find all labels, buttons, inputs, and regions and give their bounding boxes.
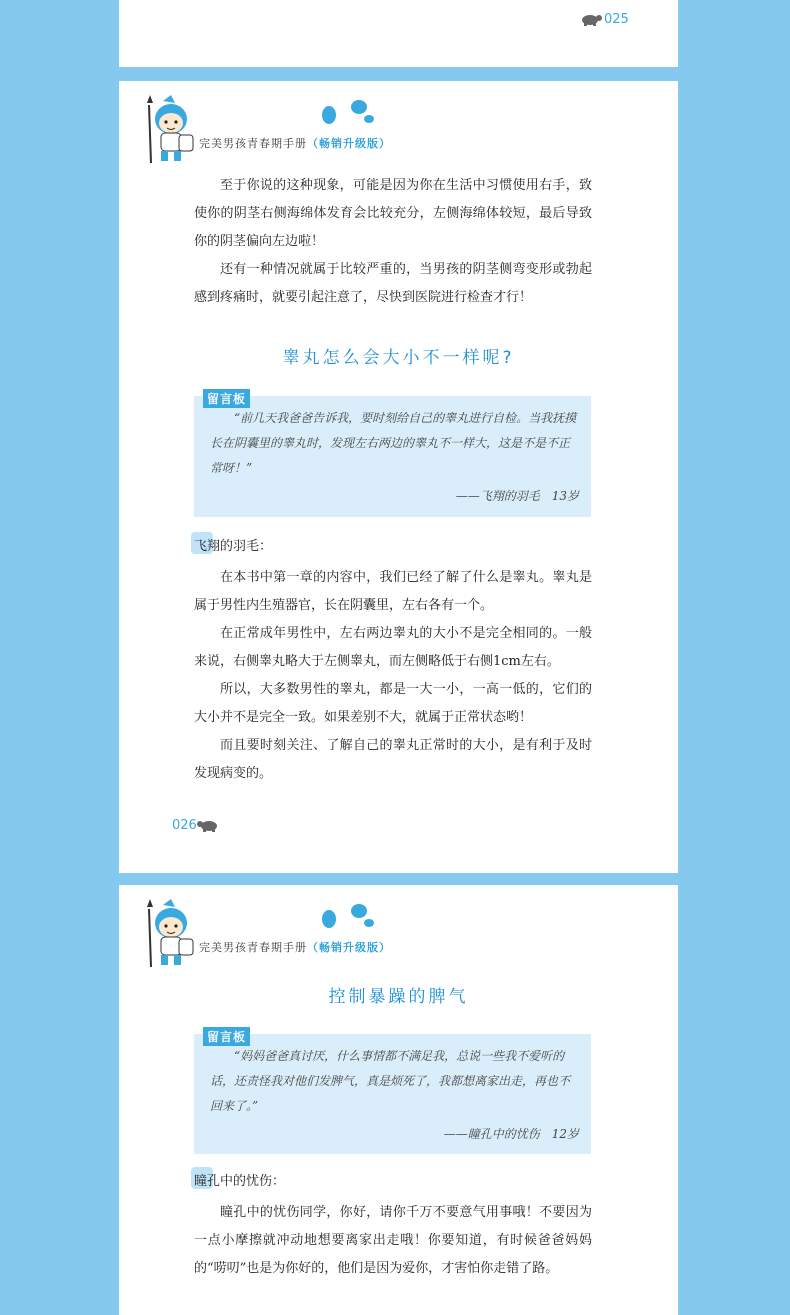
section-title: 控制暴躁的脾气 (328, 987, 469, 1007)
message-signature: ——瞳孔中的忧伤 12岁 (443, 1127, 579, 1141)
section-title: 睾丸怎么会大小不一样呢? (282, 348, 515, 368)
page-number: 026 (172, 818, 197, 833)
page-025 (119, 0, 678, 67)
mascot-icon (141, 899, 201, 969)
message-board-tag: 留言板 (203, 1027, 250, 1046)
paragraph: 在本书中第一章的内容中，我们已经了解了什么是睾丸。睾丸是属于男性内生殖器官，长在阴囊里，左右各有一个。 (194, 570, 592, 613)
page-026 (119, 81, 678, 873)
intro-text (194, 172, 592, 312)
turtle-icon (197, 818, 219, 832)
mascot-icon (141, 95, 201, 165)
reply-label: 飞翔的羽毛： (194, 535, 272, 554)
turtle-icon (580, 12, 602, 26)
book-title: 完美男孩青春期手册（畅销升级版） (199, 941, 391, 954)
message-board (194, 392, 591, 517)
paragraph: 所以，大多数男性的睾丸，都是一大一小，一高一低的，它们的大小并不是完全一致。如果差别不大，就属于正常状态哟！ (194, 682, 592, 725)
message-board (194, 1030, 591, 1154)
edition-label: （畅销升级版） (307, 941, 391, 954)
paragraph: 至于你说的这种现象，可能是因为你在生活中习惯使用右手，致使你的阴茎右侧海绵体发育会比较充分，左侧海绵体较短，最后导致你的阴茎偏向左边啦！ (194, 178, 592, 249)
page-027 (119, 885, 678, 1315)
paragraph: 在正常成年男性中，左右两边睾丸的大小不是完全相同的。一般来说，右侧睾丸略大于左侧睾丸，而左侧略低于右侧1cm左右。 (194, 626, 592, 669)
book-header (141, 899, 441, 969)
bubbles-icon (311, 99, 391, 139)
paragraph: 还有一种情况就属于比较严重的，当男孩的阴茎侧弯变形或勃起感到疼痛时，就要引起注意了，尽快到医院进行检查才行！ (194, 262, 592, 305)
message-board-tag: 留言板 (203, 389, 250, 408)
reply-text (194, 1199, 592, 1283)
message-text: “前几天我爸爸告诉我，要时刻给自己的睾丸进行自检。当我抚摸长在阴囊里的睾丸时，发现左右两边的睾丸不一样大，这是不是不正常呀！” (210, 411, 577, 475)
book-header (141, 95, 441, 165)
edition-label: （畅销升级版） (307, 137, 391, 150)
message-signature: ——飞翔的羽毛 13岁 (455, 489, 579, 503)
reply-label: 瞳孔中的忧伤： (194, 1170, 285, 1189)
message-text: “妈妈爸爸真讨厌，什么事情都不满足我，总说一些我不爱听的话，还责怪我对他们发脾气，真是烦死了，我都想离家出走，再也不回来了。” (210, 1049, 571, 1113)
book-title: 完美男孩青春期手册（畅销升级版） (199, 137, 391, 150)
paragraph: 瞳孔中的忧伤同学，你好，请你千万不要意气用事哦！不要因为一点小摩擦就冲动地想要离家出走哦！你要知道，有时候爸爸妈妈的“唠叨”也是为你好的，他们是因为爱你，才害怕你走错了路。 (194, 1205, 592, 1276)
paragraph: 而且要时刻关注、了解自己的睾丸正常时的大小，是有利于及时发现病变的。 (194, 738, 592, 781)
page-number: 025 (604, 12, 629, 27)
reply-text (194, 564, 592, 788)
bubbles-icon (311, 903, 391, 943)
